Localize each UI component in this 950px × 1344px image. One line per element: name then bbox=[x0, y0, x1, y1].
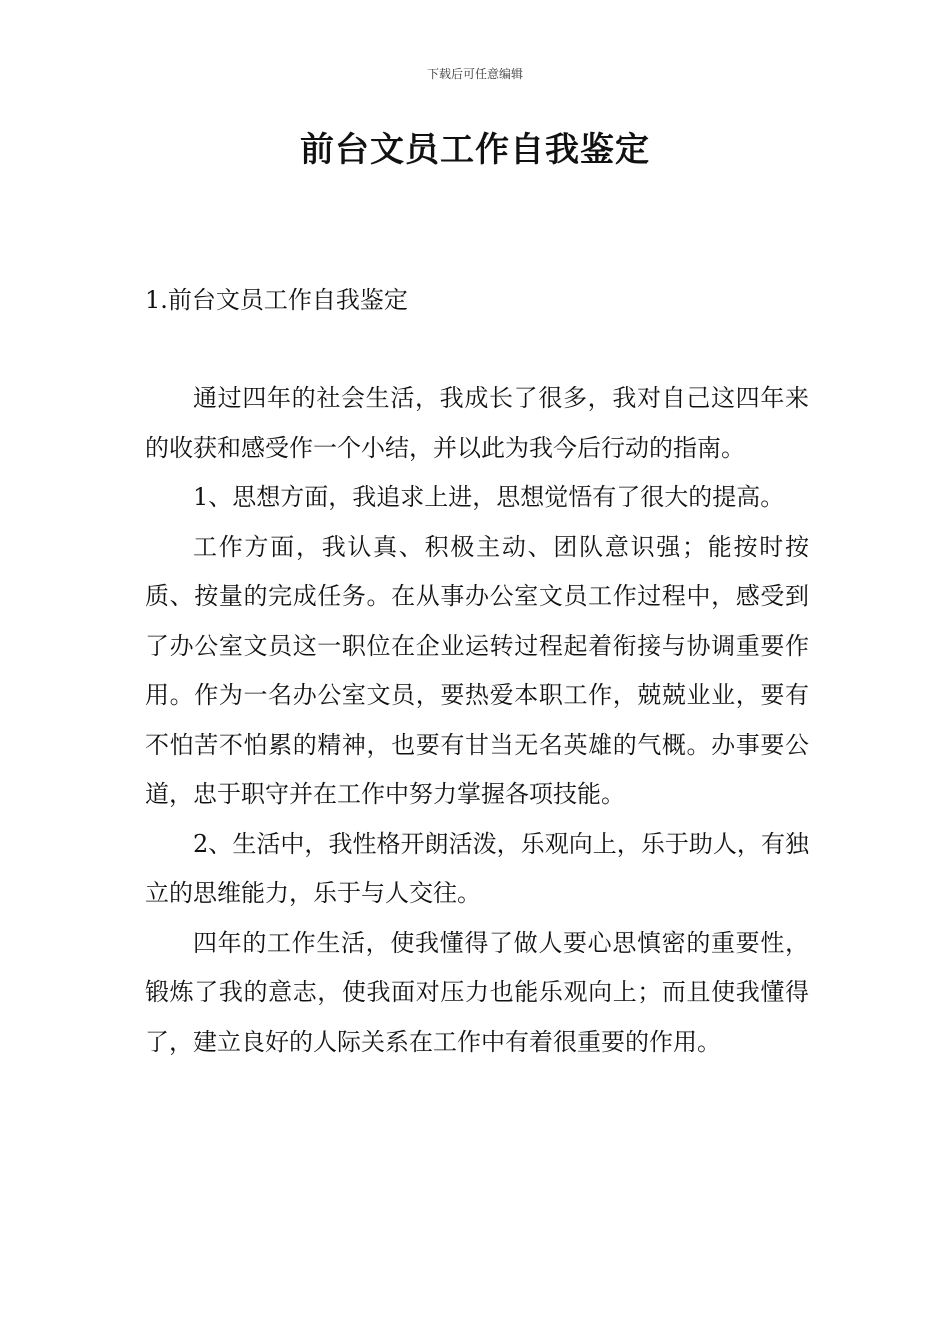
section-heading: 1.前台文员工作自我鉴定 bbox=[145, 286, 408, 314]
paragraph: 2、生活中，我性格开朗活泼，乐观向上，乐于助人，有独立的思维能力，乐于与人交往。 bbox=[145, 829, 809, 907]
paragraph: 四年的工作生活，使我懂得了做人要心思慎密的重要性，锻炼了我的意志，使我面对压力也能乐观向上；而且使我懂得了，建立良好的人际关系在工作中有着很重要的作用。 bbox=[145, 928, 809, 1056]
paragraph: 通过四年的社会生活，我成长了很多，我对自己这四年来的收获和感受作一个小结，并以此为我今后行动的指南。 bbox=[145, 384, 809, 462]
document-body bbox=[145, 374, 809, 1067]
paragraph: 工作方面，我认真、积极主动、团队意识强；能按时按质、按量的完成任务。在从事办公室文员工作过程中，感受到了办公室文员这一职位在企业运转过程起着衔接与协调重要作用。作为一名办公室文员，要热爱本职工作，兢兢业业，要有不怕苦不怕累的精神，也要有甘当无名英雄的气概。办事要公道，忠于职守并在工作中努力掌握各项技能。 bbox=[145, 532, 809, 808]
document-title: 前台文员工作自我鉴定 bbox=[300, 130, 650, 170]
paragraph: 1、思想方面，我追求上进，思想觉悟有了很大的提高。 bbox=[193, 483, 785, 511]
header-note: 下载后可任意编辑 bbox=[426, 67, 523, 81]
